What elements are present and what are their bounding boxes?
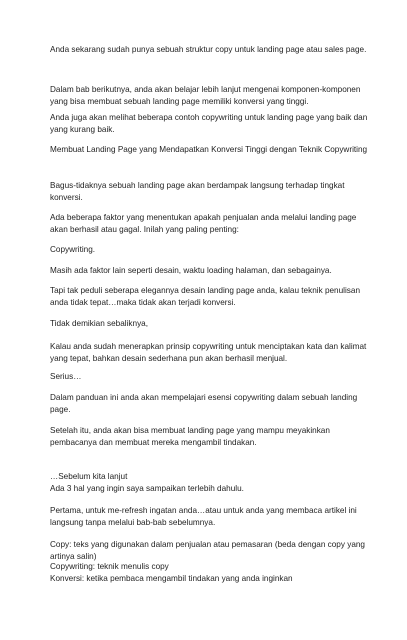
paragraph-16: Pertama, untuk me-refresh ingatan anda…atau untuk anda yang membaca artikel ini langsung tanpa melalui bab-bab sebelumnya.	[50, 506, 357, 527]
paragraph-4: Bagus-tidaknya sebuah landing page akan berdampak langsung terhadap tingkat konversi.	[50, 181, 345, 202]
definition-copy: Copy: teks yang digunakan dalam penjualan atau pemasaran (beda dengan copy yang artinya salin)	[50, 540, 365, 561]
paragraph-2: Dalam bab berikutnya, anda akan belajar lebih lanjut mengenai komponen-komponen yang bisa membuat sebuah landing page memiliki konversi yang tinggi.	[50, 85, 361, 106]
paragraph-15: Ada 3 hal yang ingin saya sampaikan terlebih dahulu.	[50, 484, 244, 493]
paragraph-6: Copywriting.	[50, 245, 96, 254]
paragraph-12: Dalam panduan ini anda akan mempelajari esensi copywriting dalam sebuah landing page.	[50, 393, 358, 414]
paragraph-5: Ada beberapa faktor yang menentukan apakah penjualan anda melalui landing page akan berhasil atau gagal. Inilah yang paling penting:	[50, 213, 357, 234]
paragraph-10: Kalau anda sudah menerapkan prinsip copywriting untuk menciptakan kata dan kalimat yang tepat, bahkan desain sederhana pun akan berhasil menjual.	[50, 342, 367, 363]
paragraph-1: Anda sekarang sudah punya sebuah struktur copy untuk landing page atau sales page.	[50, 45, 367, 54]
definition-copywriting: Copywriting: teknik menulis copy	[50, 562, 169, 571]
paragraph-7: Masih ada faktor lain seperti desain, waktu loading halaman, dan sebagainya.	[50, 266, 332, 275]
paragraph-9: Tidak demikian sebaliknya,	[50, 319, 148, 328]
paragraph-3: Anda juga akan melihat beberapa contoh copywriting untuk landing page yang baik dan yang kurang baik.	[50, 113, 368, 134]
definition-konversi: Konversi: ketika pembaca mengambil tindakan yang anda inginkan	[50, 574, 293, 583]
paragraph-14: …Sebelum kita lanjut	[50, 472, 128, 481]
paragraph-13: Setelah itu, anda akan bisa membuat landing page yang mampu meyakinkan pembacanya dan membuat mereka mengambil tindakan.	[50, 426, 330, 447]
section-heading: Membuat Landing Page yang Mendapatkan Konversi Tinggi dengan Teknik Copywriting	[50, 145, 368, 154]
paragraph-8: Tapi tak peduli seberapa elegannya desain landing page anda, kalau teknik penulisan anda tidak tepat…maka tidak akan terjadi konversi.	[50, 286, 360, 307]
paragraph-11: Serius…	[50, 372, 82, 381]
